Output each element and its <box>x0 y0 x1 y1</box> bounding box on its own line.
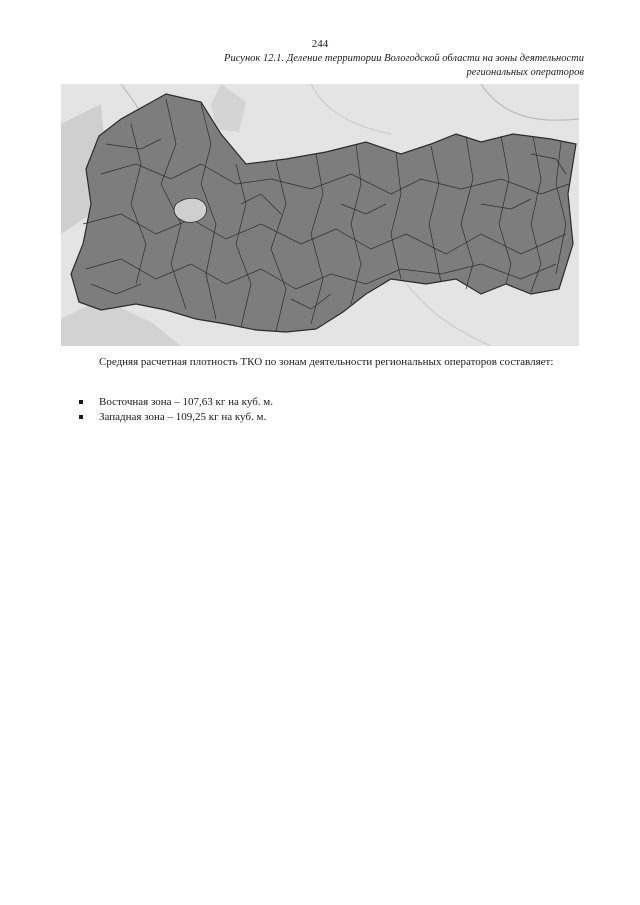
lake-kubenskoye <box>174 198 206 222</box>
caption-line-1: Рисунок 12.1. Деление территории Вологодской области на зоны деятельности <box>224 53 584 64</box>
page-number: 244 <box>311 38 329 50</box>
list-item-east <box>79 395 273 410</box>
figure-caption <box>110 52 584 80</box>
list-item-west <box>79 410 273 425</box>
body-paragraph: Средняя расчетная плотность ТКО по зонам деятельности региональных операторов составляет: <box>99 356 554 368</box>
density-list <box>79 395 273 425</box>
east-zone-density: Восточная зона – 107,63 кг на куб. м. <box>99 396 274 408</box>
bullet-mark <box>79 400 83 404</box>
region-map-figure <box>61 84 579 346</box>
bullet-mark <box>79 415 83 419</box>
west-zone-density: Западная зона – 109,25 кг на куб. м. <box>99 411 267 423</box>
region-map <box>61 84 579 346</box>
caption-line-2: региональных операторов <box>466 67 584 78</box>
